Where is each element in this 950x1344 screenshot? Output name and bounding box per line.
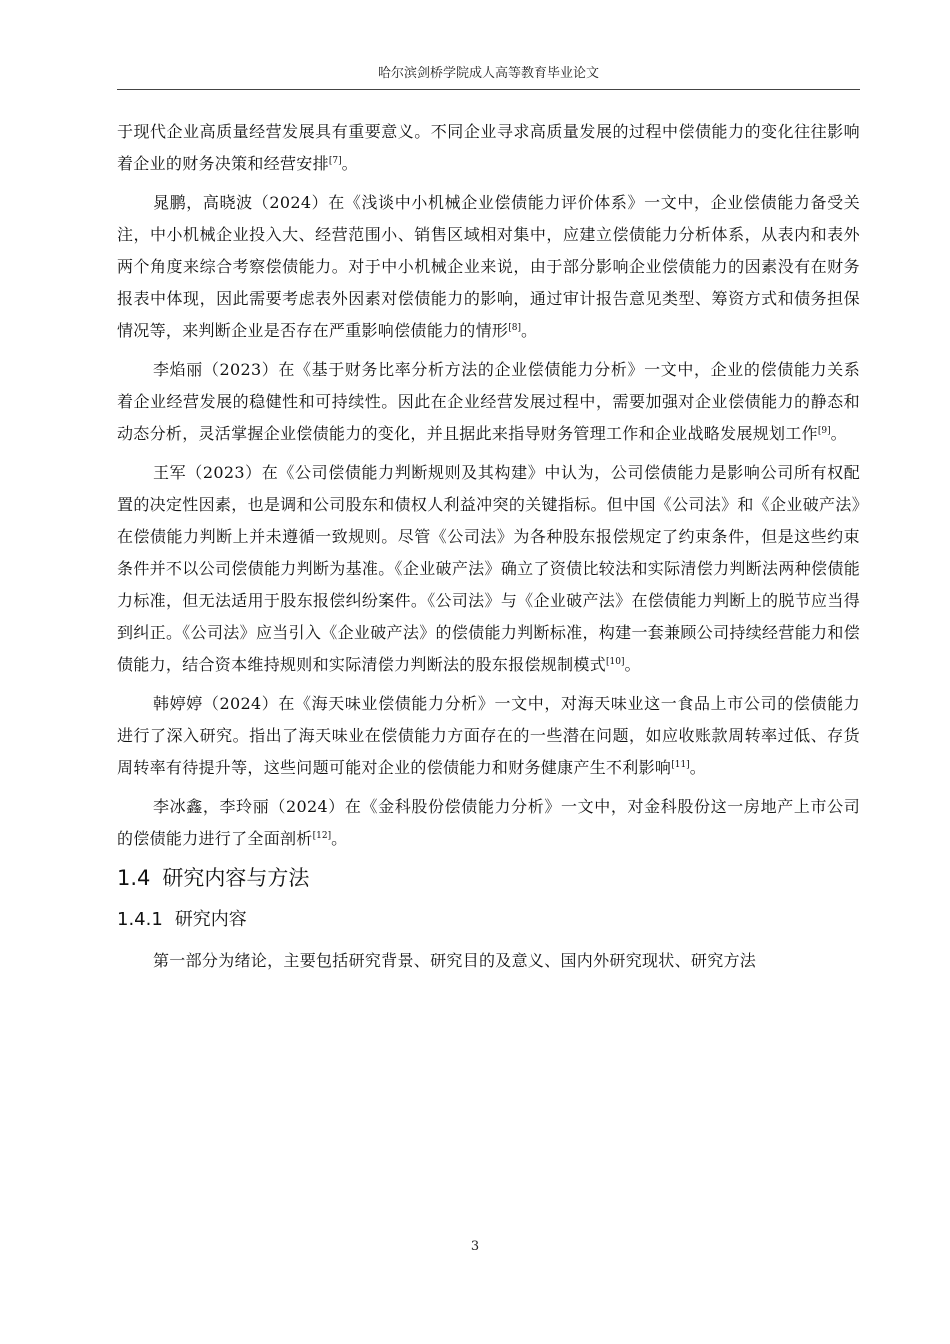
section-title: 研究内容与方法 [162, 866, 310, 890]
running-header: 哈尔滨剑桥学院成人高等教育毕业论文 [377, 66, 599, 81]
paragraph-text: 王军（2023）在《公司偿债能力判断规则及其构建》中认为，公司偿债能力是影响公司所有权配置的决定性因素，也是调和公司股东和债权人利益冲突的关键指标。但中国《公司法》和《企业破产法》在偿债能力判断上并未遵循一致规则。尽管《公司法》为各种股东报偿规定了约束条件，但是这些约束条件并不以公司偿债能力判断为基准。《企业破产法》确立了资债比较法和实际清偿力判断法两种偿债能力标准，但无法适用于股东报偿纠纷案件。《公司法》与《企业破产法》在偿债能力判断上的脱节应当得到纠正。《公司法》应当引入《企业破产法》的偿债能力判断标准，构建一套兼顾公司持续经营能力和偿债能力，结合资本维持规则和实际清偿力判断法的股东报偿规制模式 [117, 463, 860, 674]
paragraph-tail: 。 [689, 758, 706, 777]
paragraph-text: 晁鹏，高晓波（2024）在《浅谈中小机械企业偿债能力评价体系》一文中，企业偿债能力备受关注，中小机械企业投入大、经营范围小、销售区域相对集中，应建立偿债能力分析体系，从表内和表外两个角度来综合考察偿债能力。对于中小机械企业来说，由于部分影响企业偿债能力的因素没有在财务报表中体现，因此需要考虑表外因素对偿债能力的影响，通过审计报告意见类型、筹资方式和债务担保情况等，来判断企业是否存在严重影响偿债能力的情形 [117, 193, 860, 340]
citation-ref[interactable]: [7] [328, 156, 342, 166]
paragraph-wang-jun [117, 457, 860, 681]
section-number: 1.4 [117, 866, 151, 890]
paragraph-li-yanli [117, 354, 860, 450]
section-heading [117, 863, 860, 893]
paragraph-text: 韩婷婷（2024）在《海天味业偿债能力分析》一文中，对海天味业这一食品上市公司的偿债能力进行了深入研究。指出了海天味业在偿债能力方面存在的一些潜在问题，如应收账款周转率过低、存货周转率有待提升等，这些问题可能对企业的偿债能力和财务健康产生不利影响 [117, 694, 860, 777]
citation-ref[interactable]: [8] [508, 323, 521, 333]
paragraph-text: 李冰鑫，李玲丽（2024）在《金科股份偿债能力分析》一文中，对金科股份这一房地产上市公司的偿债能力进行了全面剖析 [117, 797, 860, 848]
document-body [117, 116, 860, 985]
page-number: 3 [470, 1239, 480, 1254]
paragraph-tail: 。 [830, 424, 847, 443]
paragraph-chao-peng [117, 187, 860, 347]
paragraph-continuation [117, 116, 860, 180]
paragraph-text: 第一部分为绪论，主要包括研究背景、研究目的及意义、国内外研究现状、研究方法 [153, 951, 757, 970]
subsection-heading [117, 905, 860, 935]
paragraph-tail: 。 [331, 829, 348, 848]
paragraph-text: 于现代企业高质量经营发展具有重要意义。不同企业寻求高质量发展的过程中偿债能力的变化往往影响着企业的财务决策和经营安排 [117, 122, 860, 173]
subsection-number: 1.4.1 [117, 909, 163, 930]
paragraph-li-bingxin [117, 791, 860, 855]
citation-ref[interactable]: [9] [817, 426, 831, 436]
paragraph-text: 李焰丽（2023）在《基于财务比率分析方法的企业偿债能力分析》一文中，企业的偿债能力关系着企业经营发展的稳健性和可持续性。因此在企业经营发展过程中，需要加强对企业偿债能力的静态和动态分析，灵活掌握企业偿债能力的变化，并且据此来指导财务管理工作和企业战略发展规划工作 [117, 360, 860, 443]
subsection-title: 研究内容 [174, 909, 247, 930]
header-rule [117, 89, 860, 90]
citation-ref[interactable]: [12] [312, 831, 332, 841]
paragraph-tail: 。 [624, 655, 641, 674]
paragraph-han-tingting [117, 688, 860, 784]
paragraph-part-one [117, 945, 860, 977]
citation-ref[interactable]: [10] [606, 657, 625, 667]
paragraph-tail: 。 [341, 154, 358, 173]
citation-ref[interactable]: [11] [671, 760, 690, 770]
paragraph-tail: 。 [520, 321, 538, 340]
